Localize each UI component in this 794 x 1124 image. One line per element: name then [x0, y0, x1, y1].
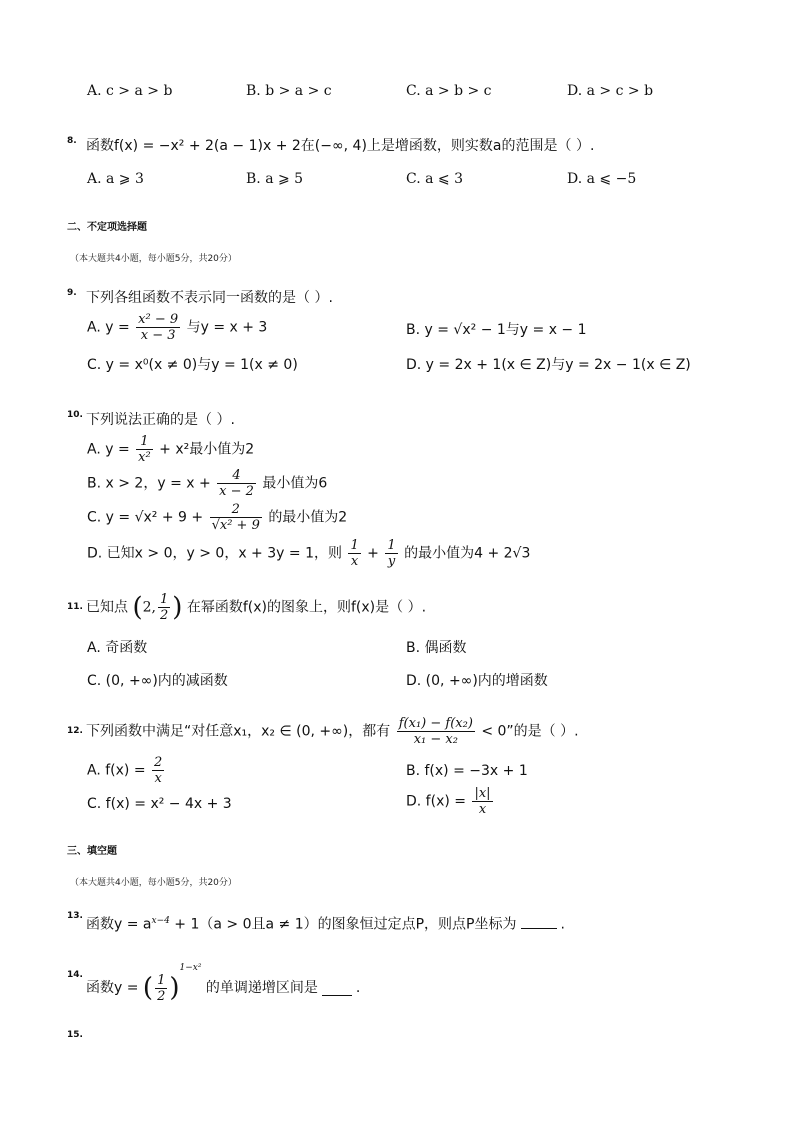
q11-option-b[interactable]: B. 偶函数 [406, 640, 467, 656]
q10-stem: 下列说法正确的是（ ）. [86, 412, 235, 428]
q10-d-suffix: 的最小值为4 + 2√3 [404, 545, 531, 562]
q10-b-numerator: 4 [217, 468, 256, 484]
q8-stem: 函数f(x) = −x² + 2(a − 1)x + 2在(−∞, 4)上是增函数，则实数a的范围是（ ）. [86, 138, 595, 154]
q12-d-fraction [472, 786, 492, 817]
q14-stem-suffix: 的单调递增区间是 [205, 980, 318, 996]
q12-stem-denominator: x₁ − x₂ [413, 732, 458, 747]
q7-option-a[interactable]: A. c > a > b [87, 83, 173, 99]
q11-number: 11. [67, 602, 83, 612]
q12-stem-suffix: < 0”的是（ ）. [481, 723, 579, 740]
q10-c-numerator: 2 [210, 502, 262, 518]
q8-option-b[interactable]: B. a ⩾ 5 [246, 171, 304, 187]
q12-option-c[interactable]: C. f(x) = x² − 4x + 3 [87, 796, 232, 812]
q7-option-d[interactable]: D. a > c > b [567, 83, 654, 99]
q10-b-fraction [217, 468, 256, 499]
q10-option-d[interactable] [87, 538, 530, 574]
q10-a-denominator: x² [138, 450, 151, 465]
q9-option-d[interactable]: D. y = 2x + 1(x ∈ Z)与y = 2x − 1(x ∈ Z) [406, 357, 691, 373]
q14-base-denominator: 2 [157, 988, 166, 1004]
q8-option-d[interactable]: D. a ⩽ −5 [567, 171, 637, 187]
q7-option-b[interactable]: B. b > a > c [246, 83, 332, 99]
q10-a-numerator: 1 [136, 434, 153, 450]
q10-b-denominator: x − 2 [219, 484, 254, 499]
q8-number: 8. [67, 136, 77, 146]
q12-a-denominator: x [154, 771, 162, 786]
q11-stem [86, 592, 426, 632]
q10-d-denominator-2: y [387, 554, 396, 569]
q8-option-a[interactable]: A. a ⩾ 3 [87, 171, 144, 187]
q13-number: 13. [67, 911, 83, 921]
q10-b-prefix: B. x > 2，y = x + [87, 475, 211, 492]
q15-number: 15. [67, 1030, 83, 1040]
q12-a-numerator: 2 [154, 755, 163, 770]
q12-option-d[interactable] [406, 786, 495, 822]
q9-a-suffix: 与y = x + 3 [186, 319, 268, 336]
q11-left-paren: ( [132, 592, 143, 623]
q9-option-a[interactable] [87, 312, 267, 348]
q10-option-c[interactable] [87, 502, 347, 538]
q14-exponent: 1−x² [179, 963, 202, 973]
q14-left-paren: ( [142, 973, 154, 1003]
q11-point-fraction [158, 592, 170, 623]
q13-stem-suffix: + 1（a > 0且a ≠ 1）的图象恒过定点P，则点P坐标为 [174, 916, 517, 933]
q12-a-fraction [152, 755, 164, 786]
q8-option-c[interactable]: C. a ⩽ 3 [406, 171, 463, 187]
section-3-title: 三、填空题 [67, 846, 117, 857]
q10-option-a[interactable] [87, 434, 254, 470]
q13-stem-end: . [560, 916, 565, 933]
q11-option-d[interactable]: D. (0, +∞)内的增函数 [406, 673, 548, 689]
q11-right-paren: ) [172, 592, 183, 623]
q10-a-suffix: + x²最小值为2 [159, 441, 255, 458]
q12-stem [86, 716, 579, 756]
q12-stem-fraction [397, 716, 475, 747]
q10-a-fraction [136, 434, 153, 465]
q10-c-denominator: √x² + 9 [211, 518, 260, 533]
q10-d-prefix: D. 已知x > 0，y > 0，x + 3y = 1，则 [87, 545, 342, 562]
q9-stem: 下列各组函数不表示同一函数的是（ ）. [86, 290, 333, 306]
q13-stem-prefix: 函数y = a [86, 916, 152, 933]
q11-stem-prefix: 已知点 [86, 599, 128, 616]
q12-d-numerator: |x| [474, 786, 491, 801]
q10-number: 10. [67, 410, 83, 420]
q12-number: 12. [67, 726, 83, 736]
q14-base-numerator: 1 [157, 972, 166, 988]
q10-c-fraction [210, 502, 262, 533]
q11-stem-suffix: 在幂函数f(x)的图象上，则f(x)是（ ）. [186, 599, 427, 616]
q12-d-denominator: x [478, 802, 487, 817]
q10-d-fraction-1 [348, 538, 360, 569]
q9-number: 9. [67, 288, 77, 298]
q10-d-denominator-1: x [350, 554, 359, 569]
q10-d-fraction-2 [385, 538, 397, 569]
section-3-note: （本大题共4小题，每小题5分，共20分） [70, 878, 237, 888]
q10-b-suffix: 最小值为6 [262, 475, 328, 492]
q11-point-denominator: 2 [159, 608, 169, 623]
q14-number: 14. [67, 970, 83, 980]
q7-option-c[interactable]: C. a > b > c [406, 83, 492, 99]
q12-d-prefix: D. f(x) = [406, 793, 466, 810]
q9-a-denominator: x − 3 [140, 328, 176, 343]
section-2-note: （本大题共4小题，每小题5分，共20分） [70, 254, 237, 264]
q11-point-numerator: 1 [159, 592, 169, 607]
q10-d-numerator-1: 1 [350, 538, 359, 553]
q10-d-plus: + [367, 545, 379, 562]
q12-option-b[interactable]: B. f(x) = −3x + 1 [406, 763, 528, 779]
q10-d-numerator-2: 1 [387, 538, 396, 553]
q9-option-b[interactable]: B. y = √x² − 1与y = x − 1 [406, 322, 587, 338]
q9-a-prefix: A. y = [87, 319, 130, 336]
q12-a-prefix: A. f(x) = [87, 762, 146, 779]
q14-stem-end: . [355, 980, 361, 996]
q13-exponent: x−4 [151, 916, 170, 926]
q11-option-a[interactable]: A. 奇函数 [87, 640, 148, 656]
q13-stem [86, 911, 565, 935]
q10-a-prefix: A. y = [87, 441, 130, 458]
section-2-title: 二、不定项选择题 [67, 222, 147, 233]
q12-option-a[interactable] [87, 755, 166, 791]
q9-a-fraction [136, 312, 180, 343]
q14-base-fraction [155, 973, 167, 1004]
q10-c-suffix: 的最小值为2 [268, 509, 348, 526]
q9-option-c[interactable]: C. y = x⁰(x ≠ 0)与y = 1(x ≠ 0) [87, 357, 298, 373]
q13-answer-blank[interactable] [521, 914, 557, 929]
q11-option-c[interactable]: C. (0, +∞)内的减函数 [87, 673, 228, 689]
q12-stem-numerator: f(x₁) − f(x₂) [398, 716, 473, 731]
q10-option-b[interactable] [87, 468, 327, 504]
q14-answer-blank[interactable] [322, 981, 352, 996]
q14-stem-prefix: 函数y = [86, 980, 139, 996]
q14-right-paren: ) [169, 973, 180, 1003]
q11-point-x: 2, [142, 599, 156, 616]
q9-a-numerator: x² − 9 [138, 312, 179, 327]
q12-stem-prefix: 下列函数中满足“对任意x₁，x₂ ∈ (0, +∞)，都有 [86, 723, 391, 740]
q14-stem [86, 958, 360, 1004]
q10-c-prefix: C. y = √x² + 9 + [87, 509, 204, 526]
